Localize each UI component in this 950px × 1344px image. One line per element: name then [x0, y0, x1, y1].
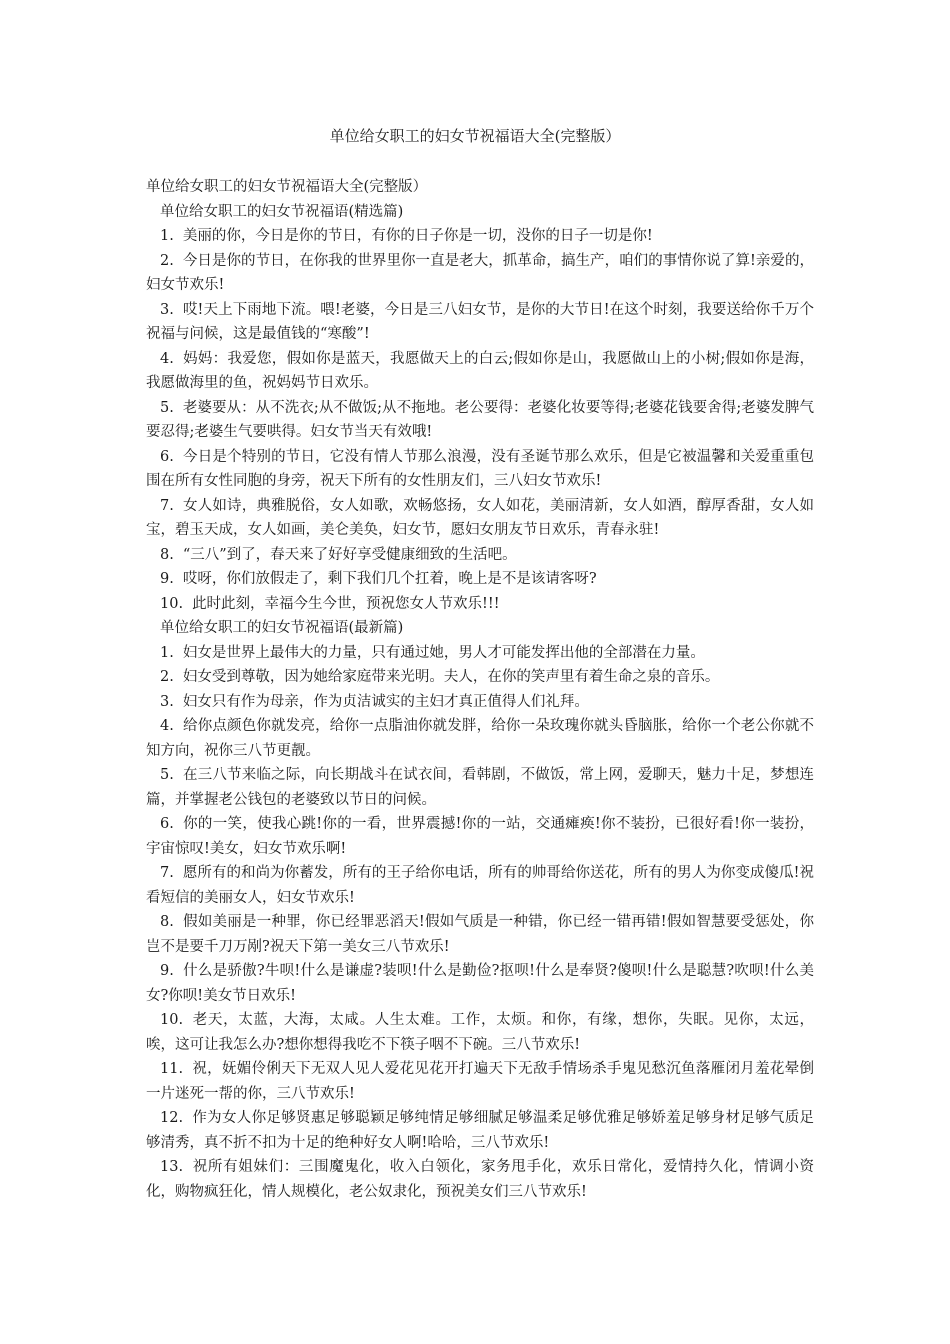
item-number: 6.: [160, 816, 174, 832]
section-heading-latest: 单位给女职工的妇女节祝福语(最新篇): [160, 620, 404, 636]
item-text: 此时此刻，幸福今生今世，预祝您女人节欢乐!!!: [192, 595, 500, 612]
list-item: [146, 1057, 814, 1106]
main-heading: 单位给女职工的妇女节祝福语大全(完整版）: [146, 179, 428, 195]
list-item: [146, 910, 814, 959]
item-text: 妈妈：我爱您，假如你是蓝天，我愿做天上的白云;假如你是山，我愿做山上的小树;假如你是海，我愿做海里的鱼，祝妈妈节日欢乐。: [146, 350, 814, 391]
list-item: [146, 690, 814, 715]
list-item: [146, 812, 814, 861]
item-number: 13.: [160, 1159, 184, 1175]
item-text: 妇女只有作为母亲，作为贞洁诚实的主妇才真正值得人们礼拜。: [182, 693, 589, 710]
item-number: 7.: [160, 497, 174, 514]
item-number: 4.: [160, 718, 174, 734]
list-item: [146, 1008, 814, 1057]
item-text: 美丽的你，今日是你的节日，有你的日子你是一切，没你的日子一切是你!: [182, 228, 653, 244]
item-number: 10.: [160, 595, 184, 612]
item-number: 12.: [160, 1110, 184, 1126]
item-number: 8.: [160, 546, 174, 563]
list-item: [146, 543, 814, 568]
list-item: [146, 861, 814, 910]
item-text: 老婆要从：从不洗衣;从不做饭;从不拖地。老公要得：老婆化妆要等得;老婆花钱要舍得;老婆发脾气要忍得;老婆生气要哄得。妇女节当天有效哦!: [146, 399, 814, 440]
item-text: 在三八节来临之际，向长期战斗在试衣间，看韩剧，不做饭，常上网，爱聊天，魅力十足，梦想连篇，并掌握老公钱包的老婆致以节日的问候。: [146, 767, 814, 808]
item-text: 今日是个特别的节日，它没有情人节那么浪漫，没有圣诞节那么欢乐，但是它被温馨和关爱重重包围在所有女性同胞的身旁，祝天下所有的女性朋友们，三八妇女节欢乐!: [146, 448, 814, 489]
item-number: 2.: [160, 252, 174, 269]
item-text: 哎呀，你们放假走了，剩下我们几个扛着，晚上是不是该请客呀?: [182, 571, 597, 587]
item-text: 哎!天上下雨地下流。喂!老婆，今日是三八妇女节，是你的大节日!在这个时刻，我要送给你千万个祝福与问候，这是最值钱的“寒酸”!: [146, 301, 814, 342]
item-number: 7.: [160, 865, 174, 881]
section-heading-selected: 单位给女职工的妇女节祝福语(精选篇): [160, 203, 404, 220]
list-item: [146, 298, 814, 347]
list-item: [146, 714, 814, 763]
list-item: [146, 224, 814, 249]
item-text: 祝所有姐妹们：三围魔鬼化，收入白领化，家务甩手化，欢乐日常化，爱情持久化，情调小资化，购物疯狂化，情人规模化，老公奴隶化，预祝美女们三八节欢乐!: [146, 1159, 814, 1200]
item-text: 愿所有的和尚为你蓄发，所有的王子给你电话，所有的帅哥给你送花，所有的男人为你变成傻瓜!祝看短信的美丽女人，妇女节欢乐!: [146, 865, 814, 906]
item-number: 10.: [160, 1012, 184, 1028]
list-item: [146, 641, 814, 666]
document-title: 单位给女职工的妇女节祝福语大全(完整版）: [329, 127, 621, 145]
item-text: 女人如诗，典雅脱俗，女人如歌，欢畅悠扬，女人如花，美丽清新，女人如酒，醇厚香甜，女人如宝，碧玉天成，女人如画，美仑美奂，妇女节，愿妇女朋友节日欢乐，青春永驻!: [146, 497, 814, 538]
list-item: [146, 665, 814, 690]
item-number: 3.: [160, 301, 174, 318]
item-text: 祝，妩媚伶俐天下无双人见人爱花见花开打遍天下无敌手情场杀手鬼见愁沉鱼落雁闭月羞花晕倒一片迷死一帮的你，三八节欢乐!: [146, 1061, 814, 1102]
item-text: 妇女是世界上最伟大的力量，只有通过她，男人才可能发挥出他的全部潜在力量。: [182, 644, 705, 661]
item-text: 你的一笑，使我心跳!你的一看，世界震撼!你的一站，交通瘫痪!你不装扮，已很好看!你一装扮，宇宙惊叹!美女，妇女节欢乐啊!: [146, 816, 814, 857]
item-text: 老天，太蓝，大海，太咸。人生太难。工作，太烦。和你，有缘，想你，失眠。见你，太远，唉，这可让我怎么办?想你想得我吃不下筷子咽不下碗。三八节欢乐!: [146, 1012, 814, 1053]
list-item: [146, 763, 814, 812]
item-number: 3.: [160, 693, 174, 710]
item-text: 给你点颜色你就发亮，给你一点脂油你就发胖，给你一朵玫瑰你就头昏脑胀，给你一个老公你就不知方向，祝你三八节更靓。: [146, 718, 814, 759]
item-number: 11.: [160, 1061, 184, 1077]
list-item: [146, 494, 814, 543]
item-text: 什么是骄傲?牛呗!什么是谦虚?装呗!什么是勤俭?抠呗!什么是奉贤?傻呗!什么是聪慧?吹呗!什么美女?你呗!美女节日欢乐!: [146, 963, 814, 1004]
item-number: 4.: [160, 350, 174, 367]
document-body: [146, 175, 814, 1204]
list-item: [146, 249, 814, 298]
item-text: 妇女受到尊敬，因为她给家庭带来光明。夫人，在你的笑声里有着生命之泉的音乐。: [182, 669, 720, 685]
item-number: 1.: [160, 644, 174, 661]
list-item: [146, 347, 814, 396]
item-number: 6.: [160, 448, 174, 465]
list-item: [146, 396, 814, 445]
item-text: 今日是你的节日，在你我的世界里你一直是老大，抓革命，搞生产，咱们的事情你说了算!亲爱的，妇女节欢乐!: [146, 252, 814, 293]
list-item: [146, 1106, 814, 1155]
item-number: 5.: [160, 399, 174, 416]
list-item: [146, 445, 814, 494]
item-number: 9.: [160, 963, 174, 979]
section-latest-list: [146, 641, 814, 1205]
list-item: [146, 1155, 814, 1204]
section-selected-list: [146, 224, 814, 616]
item-number: 9.: [160, 571, 174, 587]
item-number: 5.: [160, 767, 174, 783]
list-item: [146, 567, 814, 592]
item-text: 假如美丽是一种罪，你已经罪恶滔天!假如气质是一种错，你已经一错再错!假如智慧要受惩处，你岂不是要千刀万剐?祝天下第一美女三八节欢乐!: [146, 914, 814, 955]
item-text: 作为女人你足够贤惠足够聪颖足够纯情足够细腻足够温柔足够优雅足够娇羞足够身材足够气质足够清秀，真不折不扣为十足的绝种好女人啊!哈哈，三八节欢乐!: [146, 1110, 814, 1151]
list-item: [146, 959, 814, 1008]
item-text: “三八”到了，春天来了好好享受健康细致的生活吧。: [182, 546, 517, 563]
list-item: [146, 592, 814, 617]
item-number: 2.: [160, 669, 174, 685]
item-number: 1.: [160, 228, 174, 244]
item-number: 8.: [160, 914, 174, 930]
